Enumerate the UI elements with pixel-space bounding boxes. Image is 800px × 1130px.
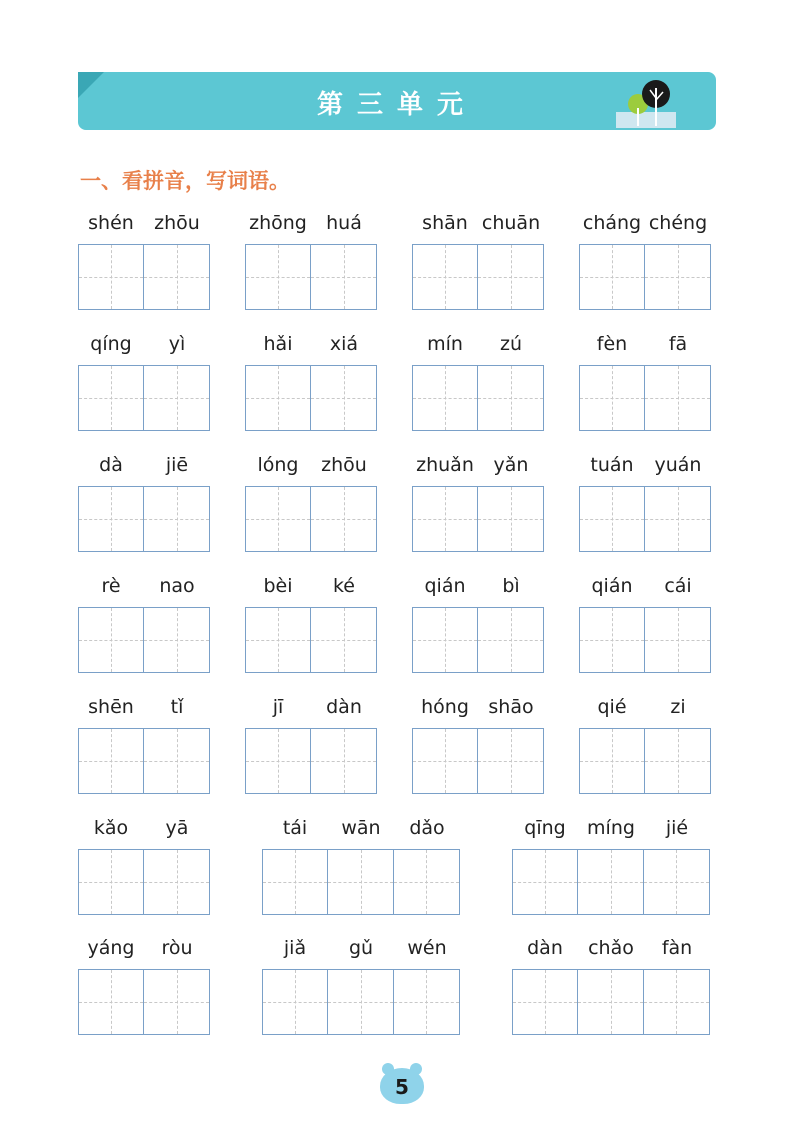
pinyin-row <box>245 575 377 603</box>
tian-zi-ge-cell[interactable] <box>580 245 645 309</box>
pinyin-syllable: shāo <box>488 696 534 718</box>
word-item <box>412 454 544 554</box>
tian-zi-ge-cell[interactable] <box>645 729 710 793</box>
pinyin-row <box>579 454 711 482</box>
writing-grid <box>78 969 210 1035</box>
pinyin-syllable: hǎi <box>263 333 293 355</box>
tian-zi-ge-cell[interactable] <box>644 970 709 1034</box>
word-item <box>245 696 377 796</box>
word-item <box>262 817 460 917</box>
pinyin-syllable: huá <box>326 212 362 234</box>
tian-zi-ge-cell[interactable] <box>144 970 209 1034</box>
tian-zi-ge-cell[interactable] <box>144 608 209 672</box>
writing-grid <box>512 849 710 915</box>
pinyin-syllable: mín <box>427 333 463 355</box>
tian-zi-ge-cell[interactable] <box>144 850 209 914</box>
tian-zi-ge-cell[interactable] <box>79 608 144 672</box>
word-item <box>412 212 544 312</box>
pinyin-row <box>412 212 544 240</box>
pinyin-row <box>579 212 711 240</box>
pinyin-syllable: ròu <box>161 937 193 959</box>
unit-title: 第三单元 <box>316 90 477 120</box>
pinyin-syllable: tuán <box>590 454 634 476</box>
pinyin-row <box>78 212 210 240</box>
pinyin-syllable: xiá <box>329 333 359 355</box>
pinyin-syllable: qíng <box>90 333 132 355</box>
word-item <box>245 333 377 433</box>
pinyin-syllable: dà <box>99 454 123 476</box>
pinyin-syllable: fèn <box>596 333 628 355</box>
pinyin-row <box>245 454 377 482</box>
word-item <box>579 696 711 796</box>
pinyin-syllable: tǐ <box>170 696 184 718</box>
word-item <box>512 817 710 917</box>
word-item <box>78 333 210 433</box>
pinyin-syllable: qián <box>424 575 466 597</box>
pinyin-syllable: zi <box>670 696 686 718</box>
pinyin-syllable: míng <box>587 817 635 839</box>
pinyin-syllable: jiǎ <box>283 937 307 959</box>
pinyin-syllable: bì <box>502 575 520 597</box>
writing-grid <box>412 244 544 310</box>
pinyin-syllable: dàn <box>326 696 362 718</box>
pinyin-syllable: yā <box>165 817 189 839</box>
tian-zi-ge-cell[interactable] <box>246 608 311 672</box>
writing-grid <box>579 728 711 794</box>
pinyin-syllable: shān <box>422 212 468 234</box>
pinyin-row <box>412 454 544 482</box>
tian-zi-ge-cell[interactable] <box>578 850 643 914</box>
writing-grid <box>78 365 210 431</box>
writing-grid <box>579 365 711 431</box>
pinyin-syllable: cái <box>664 575 692 597</box>
tian-zi-ge-cell[interactable] <box>580 608 645 672</box>
writing-grid <box>412 486 544 552</box>
tian-zi-ge-cell[interactable] <box>478 729 543 793</box>
tian-zi-ge-cell[interactable] <box>328 850 393 914</box>
pinyin-syllable: bèi <box>263 575 293 597</box>
pinyin-syllable: yì <box>168 333 186 355</box>
pinyin-row <box>245 696 377 724</box>
tian-zi-ge-cell[interactable] <box>644 850 709 914</box>
pinyin-row <box>412 575 544 603</box>
writing-grid <box>412 728 544 794</box>
pinyin-row <box>579 696 711 724</box>
writing-grid <box>245 365 377 431</box>
writing-grid <box>412 365 544 431</box>
tian-zi-ge-cell[interactable] <box>311 366 376 430</box>
writing-grid <box>78 486 210 552</box>
writing-grid <box>412 607 544 673</box>
writing-grid <box>512 969 710 1035</box>
pinyin-syllable: yǎn <box>493 454 529 476</box>
section-title: 一、看拼音，写词语。 <box>80 169 290 193</box>
pinyin-syllable: wān <box>341 817 381 839</box>
tian-zi-ge-cell[interactable] <box>79 850 144 914</box>
pinyin-row <box>78 575 210 603</box>
tian-zi-ge-cell[interactable] <box>311 608 376 672</box>
writing-grid <box>245 244 377 310</box>
pinyin-syllable: chǎo <box>588 937 634 959</box>
tian-zi-ge-cell[interactable] <box>246 487 311 551</box>
word-item <box>78 212 210 312</box>
word-item <box>579 454 711 554</box>
pinyin-row <box>245 333 377 361</box>
writing-grid <box>245 486 377 552</box>
writing-grid <box>78 849 210 915</box>
pinyin-row <box>78 817 210 845</box>
tian-zi-ge-cell[interactable] <box>413 366 478 430</box>
pinyin-syllable: jié <box>665 817 689 839</box>
writing-grid <box>245 728 377 794</box>
pinyin-syllable: yuán <box>654 454 702 476</box>
pinyin-syllable: qīng <box>524 817 566 839</box>
pinyin-syllable: gǔ <box>348 937 374 959</box>
pinyin-syllable: nao <box>159 575 195 597</box>
tian-zi-ge-cell[interactable] <box>144 487 209 551</box>
pinyin-syllable: chuān <box>481 212 541 234</box>
word-item <box>412 575 544 675</box>
pinyin-row <box>78 454 210 482</box>
pinyin-row <box>512 817 710 845</box>
writing-grid <box>262 969 460 1035</box>
pinyin-syllable: kǎo <box>93 817 129 839</box>
tian-zi-ge-cell[interactable] <box>413 608 478 672</box>
pinyin-syllable: hóng <box>421 696 469 718</box>
pinyin-row <box>78 937 210 965</box>
pinyin-syllable: tái <box>282 817 308 839</box>
pinyin-syllable: shēn <box>88 696 134 718</box>
pinyin-syllable: rè <box>101 575 121 597</box>
pinyin-syllable: lóng <box>257 454 299 476</box>
tian-zi-ge-cell[interactable] <box>79 487 144 551</box>
tian-zi-ge-cell[interactable] <box>413 729 478 793</box>
pinyin-row <box>579 333 711 361</box>
tian-zi-ge-cell[interactable] <box>394 970 459 1034</box>
tian-zi-ge-cell[interactable] <box>246 245 311 309</box>
word-item <box>412 696 544 796</box>
tian-zi-ge-cell[interactable] <box>478 366 543 430</box>
writing-grid <box>579 486 711 552</box>
pinyin-syllable: ké <box>332 575 355 597</box>
pinyin-row <box>78 333 210 361</box>
tian-zi-ge-cell[interactable] <box>413 245 478 309</box>
pinyin-syllable: yáng <box>87 937 135 959</box>
pinyin-row <box>579 575 711 603</box>
tian-zi-ge-cell[interactable] <box>311 487 376 551</box>
tian-zi-ge-cell[interactable] <box>645 245 710 309</box>
tian-zi-ge-cell[interactable] <box>580 729 645 793</box>
pinyin-syllable: wén <box>407 937 447 959</box>
pinyin-row <box>78 696 210 724</box>
word-item <box>78 575 210 675</box>
banner-fold-corner <box>78 72 104 98</box>
pinyin-syllable: fàn <box>661 937 693 959</box>
pinyin-syllable: qián <box>591 575 633 597</box>
pinyin-syllable: dàn <box>527 937 563 959</box>
pinyin-syllable: jiē <box>165 454 189 476</box>
pinyin-syllable: zhōu <box>321 454 367 476</box>
pinyin-row <box>412 333 544 361</box>
pinyin-syllable: jī <box>272 696 284 718</box>
tian-zi-ge-cell[interactable] <box>478 487 543 551</box>
tian-zi-ge-cell[interactable] <box>580 366 645 430</box>
word-item <box>579 333 711 433</box>
tian-zi-ge-cell[interactable] <box>645 366 710 430</box>
tian-zi-ge-cell[interactable] <box>478 608 543 672</box>
pinyin-syllable: chéng <box>648 212 708 234</box>
pinyin-syllable: zhuǎn <box>416 454 474 476</box>
word-item <box>512 937 710 1037</box>
tian-zi-ge-cell[interactable] <box>144 245 209 309</box>
tian-zi-ge-cell[interactable] <box>478 245 543 309</box>
writing-grid <box>78 728 210 794</box>
pinyin-syllable: zhōu <box>154 212 200 234</box>
tian-zi-ge-cell[interactable] <box>263 850 328 914</box>
pinyin-syllable: cháng <box>582 212 642 234</box>
word-item <box>78 817 210 917</box>
tian-zi-ge-cell[interactable] <box>263 970 328 1034</box>
tian-zi-ge-cell[interactable] <box>580 487 645 551</box>
page-number-badge <box>380 1068 424 1104</box>
word-item <box>78 454 210 554</box>
word-item <box>579 212 711 312</box>
tian-zi-ge-cell[interactable] <box>645 487 710 551</box>
writing-grid <box>245 607 377 673</box>
word-item <box>78 937 210 1037</box>
writing-grid <box>78 607 210 673</box>
word-item <box>579 575 711 675</box>
writing-grid <box>579 244 711 310</box>
writing-grid <box>262 849 460 915</box>
tian-zi-ge-cell[interactable] <box>246 729 311 793</box>
tian-zi-ge-cell[interactable] <box>328 970 393 1034</box>
tian-zi-ge-cell[interactable] <box>246 366 311 430</box>
tian-zi-ge-cell[interactable] <box>79 970 144 1034</box>
tian-zi-ge-cell[interactable] <box>79 366 144 430</box>
pinyin-syllable: zú <box>499 333 522 355</box>
tian-zi-ge-cell[interactable] <box>513 970 578 1034</box>
tian-zi-ge-cell[interactable] <box>413 487 478 551</box>
pinyin-row <box>262 937 460 965</box>
writing-grid <box>78 244 210 310</box>
tian-zi-ge-cell[interactable] <box>144 366 209 430</box>
tian-zi-ge-cell[interactable] <box>79 245 144 309</box>
page-number: 5 <box>395 1075 409 1099</box>
pinyin-row <box>245 212 377 240</box>
pinyin-syllable: dǎo <box>409 817 445 839</box>
pinyin-syllable: qié <box>597 696 627 718</box>
word-item <box>245 212 377 312</box>
tian-zi-ge-cell[interactable] <box>144 729 209 793</box>
word-item <box>245 454 377 554</box>
tian-zi-ge-cell[interactable] <box>311 245 376 309</box>
pinyin-row <box>262 817 460 845</box>
word-item <box>412 333 544 433</box>
pinyin-row <box>412 696 544 724</box>
writing-grid <box>579 607 711 673</box>
pinyin-row <box>512 937 710 965</box>
tian-zi-ge-cell[interactable] <box>394 850 459 914</box>
pinyin-syllable: fā <box>668 333 688 355</box>
tian-zi-ge-cell[interactable] <box>578 970 643 1034</box>
word-item <box>78 696 210 796</box>
tian-zi-ge-cell[interactable] <box>513 850 578 914</box>
word-item <box>245 575 377 675</box>
tian-zi-ge-cell[interactable] <box>645 608 710 672</box>
tree-icon <box>616 78 676 128</box>
pinyin-syllable: shén <box>88 212 134 234</box>
tian-zi-ge-cell[interactable] <box>79 729 144 793</box>
tian-zi-ge-cell[interactable] <box>311 729 376 793</box>
unit-banner <box>78 72 716 130</box>
word-item <box>262 937 460 1037</box>
pinyin-syllable: zhōng <box>249 212 307 234</box>
